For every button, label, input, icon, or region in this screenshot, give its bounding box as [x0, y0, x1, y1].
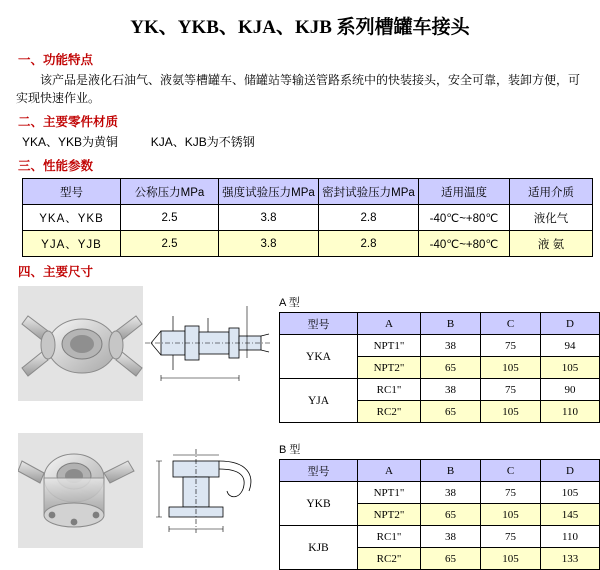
section-heading-features: 一、功能特点 — [18, 53, 94, 67]
perf-cell-strength-1: 3.8 — [219, 205, 319, 231]
dim-a-g0-r0-c1: 38 — [421, 335, 481, 357]
table-row — [280, 482, 600, 504]
page-title: YK、YKB、KJA、KJB 系列槽罐车接头 — [130, 17, 470, 38]
dim-a-g1-r1-c1: 65 — [421, 401, 481, 423]
perf-cell-nominal-2: 2.5 — [121, 231, 219, 257]
dim-a-g1-r1-c3: 110 — [541, 401, 600, 423]
product-photo-a — [18, 286, 143, 401]
dimension-table-b — [279, 459, 600, 570]
dim-b-g1-r1-c2: 105 — [481, 548, 541, 570]
perf-col-strength-test: 强度试验压力MPa — [219, 179, 319, 205]
dim-a-g0-r1-c2: 105 — [481, 357, 541, 379]
table-header-row — [23, 179, 593, 205]
features-paragraph: 该产品是液化石油气、液氨等槽罐车、储罐站等输送管路系统中的快装接头，安全可靠，装卸方便，可实现快速作业。 — [16, 73, 581, 105]
dim-b-g0-r0-c3: 105 — [541, 482, 600, 504]
perf-cell-temp-1: -40℃~+80℃ — [419, 205, 510, 231]
dim-a-g1-r1-c2: 105 — [481, 401, 541, 423]
dim-a-model-yka: YKA — [280, 335, 358, 379]
dim-b-g0-r1-c3: 145 — [541, 504, 600, 526]
drawing-a-illustration — [143, 286, 273, 401]
dim-b-col-a: A — [358, 460, 421, 482]
dim-b-col-c: C — [481, 460, 541, 482]
dim-a-g0-r0-c2: 75 — [481, 335, 541, 357]
table-row — [23, 205, 593, 231]
product-photo-b — [18, 433, 143, 548]
photo-b-illustration — [18, 433, 143, 548]
dim-a-model-yja: YJA — [280, 379, 358, 423]
perf-col-model: 型号 — [23, 179, 121, 205]
perf-cell-medium-2: 液 氨 — [510, 231, 593, 257]
perf-cell-model-1: YKA、YKB — [23, 205, 121, 231]
dim-b-col-b: B — [421, 460, 481, 482]
dim-a-g0-r0-c3: 94 — [541, 335, 600, 357]
section-heading-dimensions: 四、主要尺寸 — [18, 265, 94, 279]
material-brass: YKA、YKB为黄铜 — [22, 135, 119, 149]
dim-a-g1-r0-c1: 38 — [421, 379, 481, 401]
materials-line — [16, 133, 584, 151]
dim-b-model-ykb: YKB — [280, 482, 358, 526]
dim-b-g0-r1-c1: 65 — [421, 504, 481, 526]
performance-table — [22, 178, 593, 257]
dim-b-g1-r1-c1: 65 — [421, 548, 481, 570]
dim-b-g1-r0-c2: 75 — [481, 526, 541, 548]
dim-b-g0-r1-c0: NPT2" — [358, 504, 421, 526]
perf-cell-seal-1: 2.8 — [319, 205, 419, 231]
dim-a-g0-r1-c3: 105 — [541, 357, 600, 379]
dim-b-g1-r0-c3: 110 — [541, 526, 600, 548]
dim-b-model-kjb: KJB — [280, 526, 358, 570]
technical-drawing-a — [143, 286, 273, 401]
section-heading-materials: 二、主要零件材质 — [18, 115, 119, 129]
table-row — [280, 379, 600, 401]
table-row — [280, 526, 600, 548]
dim-a-col-b: B — [421, 313, 481, 335]
dim-b-g1-r0-c0: RC1" — [358, 526, 421, 548]
dim-a-g0-r1-c1: 65 — [421, 357, 481, 379]
dim-b-g1-r1-c3: 133 — [541, 548, 600, 570]
dim-a-col-c: C — [481, 313, 541, 335]
dim-b-g0-r1-c2: 105 — [481, 504, 541, 526]
dimension-block-a — [279, 286, 600, 423]
dim-b-g1-r0-c1: 38 — [421, 526, 481, 548]
dimension-label-b: B 型 — [279, 444, 301, 456]
perf-cell-seal-2: 2.8 — [319, 231, 419, 257]
figure-row-spacer — [0, 423, 600, 433]
dim-b-g0-r0-c1: 38 — [421, 482, 481, 504]
material-stainless: KJA、KJB为不锈钢 — [150, 135, 255, 149]
dim-b-g0-r0-c0: NPT1" — [358, 482, 421, 504]
dim-b-col-model: 型号 — [280, 460, 358, 482]
dim-a-g1-r0-c0: RC1" — [358, 379, 421, 401]
section-heading-performance: 三、性能参数 — [18, 159, 94, 173]
dim-a-g0-r1-c0: NPT2" — [358, 357, 421, 379]
figures-area — [0, 286, 600, 570]
dim-b-g0-r0-c2: 75 — [481, 482, 541, 504]
perf-cell-nominal-1: 2.5 — [121, 205, 219, 231]
table-header-row — [280, 460, 600, 482]
perf-cell-strength-2: 3.8 — [219, 231, 319, 257]
figure-row-b — [0, 433, 600, 570]
perf-col-nominal-pressure: 公称压力MPa — [121, 179, 219, 205]
dimension-label-a: A 型 — [279, 297, 300, 309]
perf-cell-medium-1: 液化气 — [510, 205, 593, 231]
dimension-table-a — [279, 312, 600, 423]
drawing-b-illustration — [143, 433, 273, 548]
dim-a-g1-r0-c2: 75 — [481, 379, 541, 401]
dim-b-g1-r1-c0: RC2" — [358, 548, 421, 570]
dimension-block-b — [279, 433, 600, 570]
dim-a-g0-r0-c0: NPT1" — [358, 335, 421, 357]
perf-col-medium: 适用介质 — [510, 179, 593, 205]
perf-cell-temp-2: -40℃~+80℃ — [419, 231, 510, 257]
perf-col-seal-test: 密封试验压力MPa — [319, 179, 419, 205]
table-row — [280, 335, 600, 357]
dim-a-col-model: 型号 — [280, 313, 358, 335]
figure-row-a — [0, 286, 600, 423]
dim-b-col-d: D — [541, 460, 600, 482]
perf-col-temperature: 适用温度 — [419, 179, 510, 205]
table-row — [23, 231, 593, 257]
dim-a-col-a: A — [358, 313, 421, 335]
dim-a-col-d: D — [541, 313, 600, 335]
perf-cell-model-2: YJA、YJB — [23, 231, 121, 257]
dim-a-g1-r0-c3: 90 — [541, 379, 600, 401]
technical-drawing-b — [143, 433, 273, 548]
dim-a-g1-r1-c0: RC2" — [358, 401, 421, 423]
photo-a-illustration — [18, 286, 143, 401]
table-header-row — [280, 313, 600, 335]
